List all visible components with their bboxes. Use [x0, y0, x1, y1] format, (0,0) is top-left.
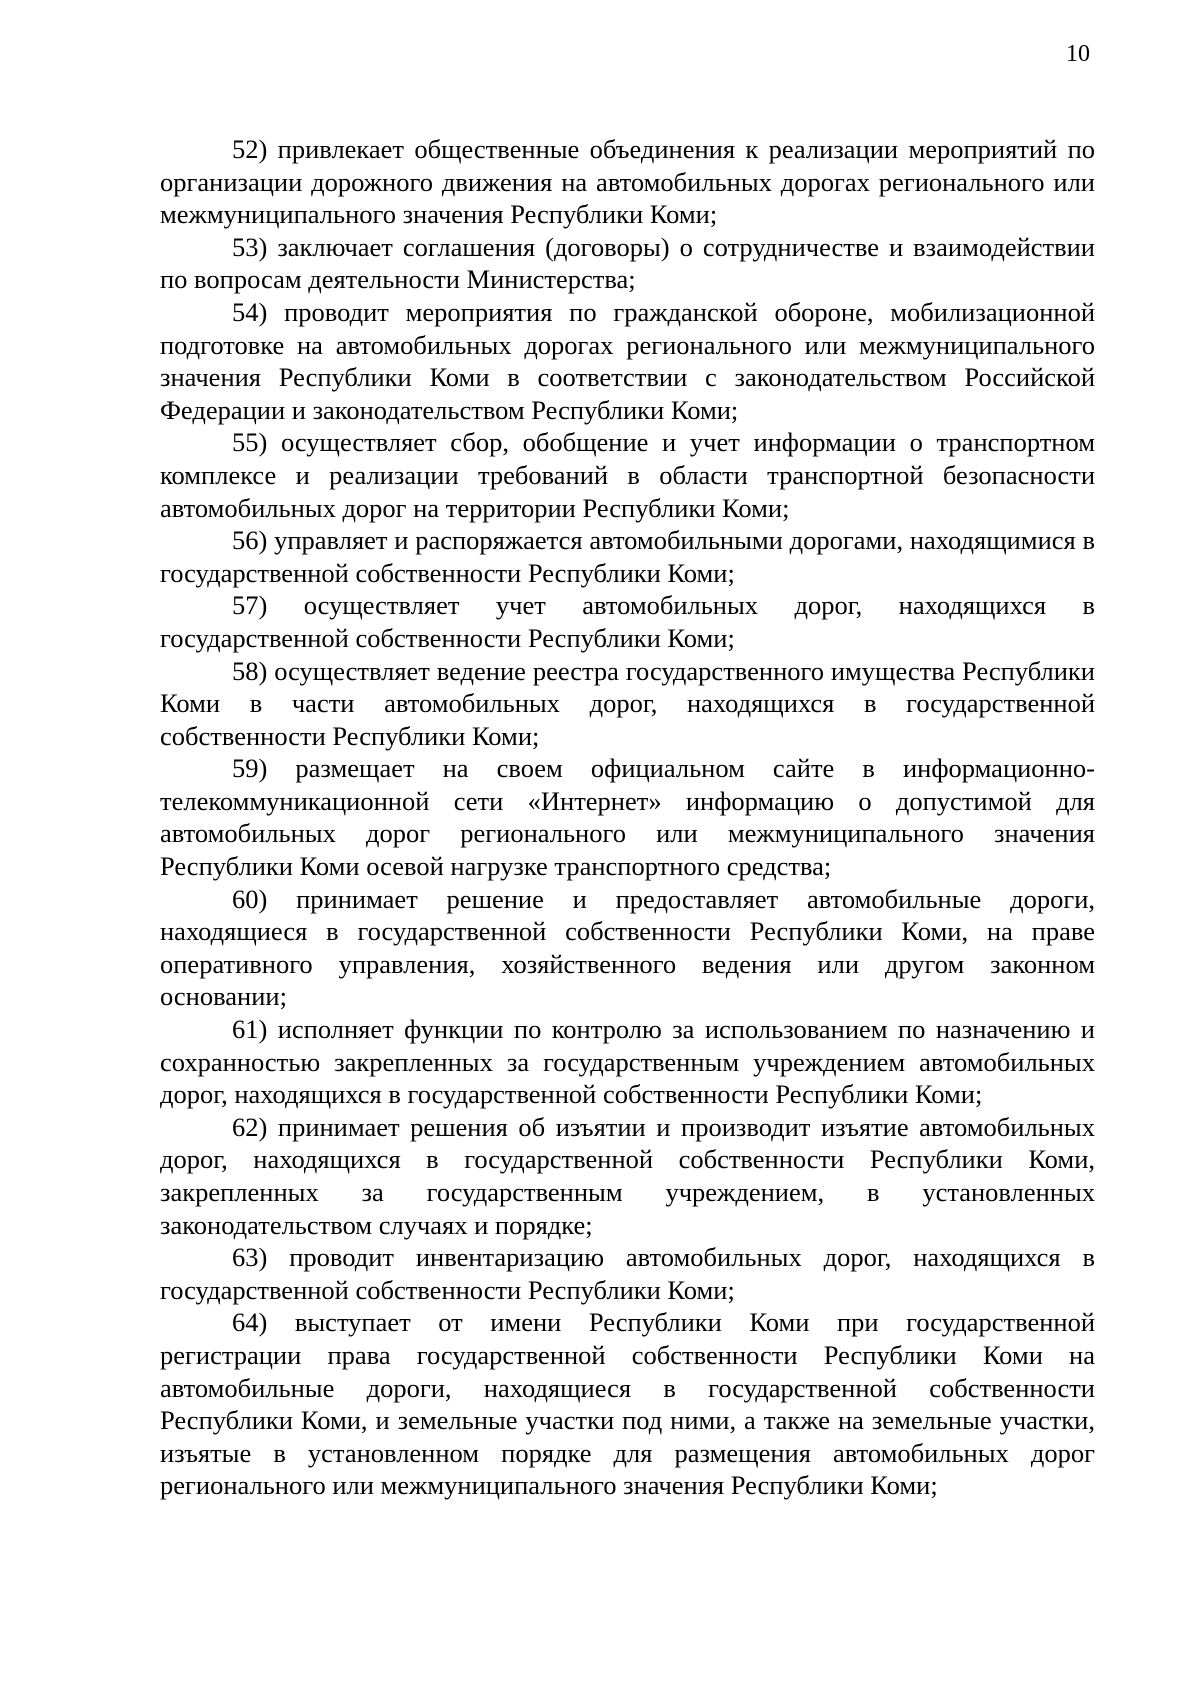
clause-64: 64) выступает от имени Республики Коми при государственной регистрации права государственной собственности Республики Коми на автомобильные дороги, находящиеся в государственной собственности Республики Коми, и земельные участки под ними, а также на земельные участки, изъятые в установленном порядке для размещения автомобильных дорог регионального или межмуниципального значения Республики Коми;: [160, 1307, 1095, 1501]
clause-62: 62) принимает решения об изъятии и производит изъятие автомобильных дорог, находящихся в государственной собственности Республики Коми, закрепленных за государственным учреждением, в установленных законодательством случаях и порядке;: [160, 1111, 1095, 1240]
clause-55: 55) осуществляет сбор, обобщение и учет информации о транспортном комплексе и реализации требований в области транспортной безопасности автомобильных дорог на территории Республики Коми;: [160, 427, 1095, 523]
clause-60: 60) принимает решение и предоставляет автомобильные дороги, находящиеся в государственной собственности Республики Коми, на праве оперативного управления, хозяйственного ведения или другом законном основании;: [160, 883, 1095, 1012]
clause-59: 59) размещает на своем официальном сайте в информационно-телекоммуникационной сети «Интернет» информацию о допустимой для автомобильных дорог регионального или межмуниципального значения Республики Коми осевой нагрузке транспортного средства;: [160, 753, 1095, 882]
page-number: 10: [1066, 41, 1090, 67]
clause-63: 63) проводит инвентаризацию автомобильных дорог, находящихся в государственной собственности Республики Коми;: [160, 1242, 1095, 1305]
clause-52: 52) привлекает общественные объединения к реализации мероприятий по организации дорожного движения на автомобильных дорогах регионального или межмуниципального значения Республики Коми;: [160, 134, 1095, 230]
clause-58: 58) осуществляет ведение реестра государственного имущества Республики Коми в части автомобильных дорог, находящихся в государственной собственности Республики Коми;: [160, 655, 1095, 751]
clause-54: 54) проводит мероприятия по гражданской обороне, мобилизационной подготовке на автомобильных дорогах регионального или межмуниципального значения Республики Коми в соответствии с законодательством Российской Федерации и законодательством Республики Коми;: [160, 296, 1095, 425]
clause-53: 53) заключает соглашения (договоры) о сотрудничестве и взаимодействии по вопросам деятельности Министерства;: [160, 231, 1095, 295]
clause-56: 56) управляет и распоряжается автомобильными дорогами, находящимися в государственной собственности Республики Коми;: [160, 525, 1095, 588]
clause-61: 61) исполняет функции по контролю за использованием по назначению и сохранностью закрепленных за государственным учреждением автомобильных дорог, находящихся в государственной собственности Республики Коми;: [160, 1014, 1095, 1110]
document-body: [160, 133, 1095, 1502]
clause-57: 57) осуществляет учет автомобильных дорог, находящихся в государственной собственности Республики Коми;: [160, 590, 1095, 653]
